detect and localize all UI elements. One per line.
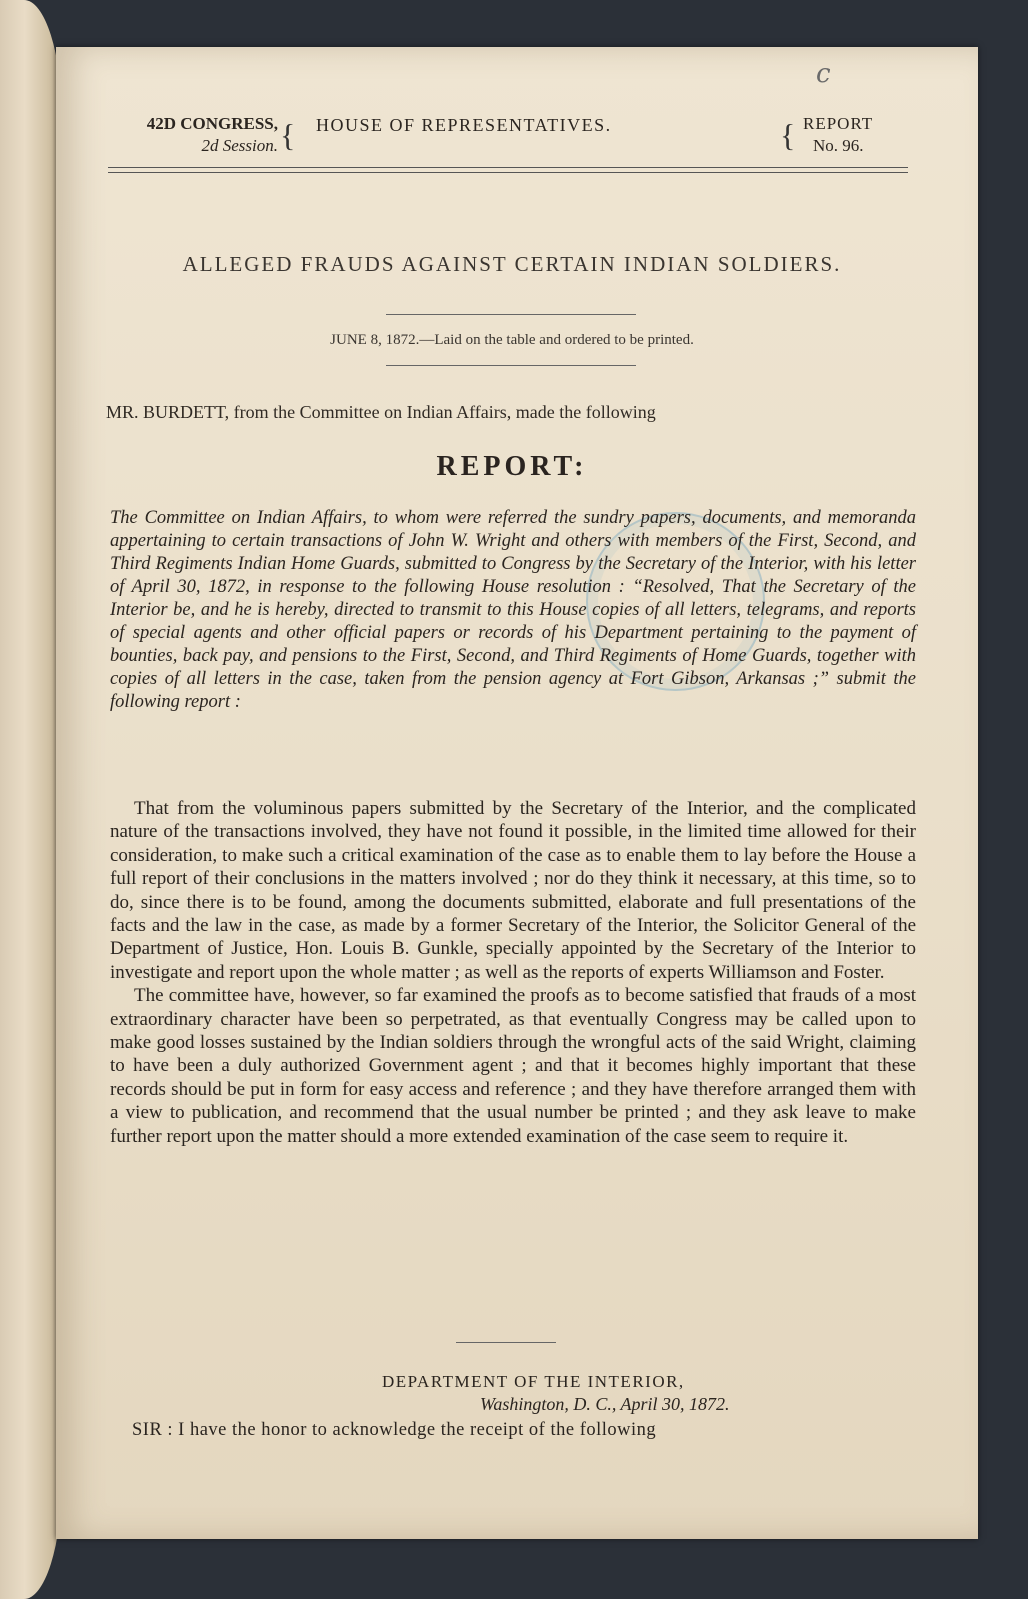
report-no: No. 96.: [813, 136, 864, 155]
document-header: [108, 113, 908, 173]
house-label: HOUSE OF REPRESENTATIVES.: [316, 115, 612, 135]
document-title: ALLEGED FRAUDS AGAINST CERTAIN INDIAN SOLDIERS.: [182, 252, 842, 276]
left-brace-icon: {: [280, 117, 296, 153]
congress-label: 42D CONGRESS,: [146, 114, 278, 133]
right-brace-icon: {: [780, 117, 796, 153]
report-heading: REPORT:: [436, 451, 588, 482]
divider: [386, 365, 636, 366]
divider: [456, 1342, 556, 1343]
pencil-mark: c: [816, 59, 831, 89]
letter-place-date: Washington, D. C., April 30, 1872.: [480, 1394, 730, 1414]
date-line: JUNE 8, 1872.—Laid on the table and ordered to be printed.: [330, 332, 694, 348]
intro-line: MR. BURDETT, from the Committee on Indian Affairs, made the following: [106, 402, 656, 422]
book-cover-edge: [0, 0, 62, 1599]
body-paragraph: That from the voluminous papers submitted by the Secretary of the Interior, and the complicated nature of the transactions involved, they have not found it possible, in the limited time allowed for their consideration, to make such a critical examination of the case as to enable them to lay before the House a full report of their conclusions in the matters involved ; nor do they think it necessary, at this time, so to do, since there is to be found, among the documents submitted, elaborate and full presentations of the facts and the law in the case, as made by a former Secretary of the Interior, the Solicitor General of the Department of Justice, Hon. Louis B. Gunkle, specially appointed by the Secretary of the Interior to investigate and report upon the whole matter ; as well as the reports of experts Williamson and Foster.: [110, 798, 916, 983]
report-number: [803, 113, 873, 157]
report-label: REPORT: [803, 114, 874, 133]
department-name: DEPARTMENT OF THE INTERIOR,: [382, 1372, 685, 1391]
report-body: [110, 797, 916, 1148]
congress-session: [108, 113, 278, 157]
divider: [386, 314, 636, 315]
body-paragraph: The committee have, however, so far examined the proofs as to become satisfied that frauds of a most extraordinary character have been so perpetrated, as that eventually Congress may be called upon to make good losses sustained by the Indian soldiers through the wrongful acts of the said Wright, claiming to have been a duly authorized Government agent ; and that it becomes highly important that these records should be put in form for easy access and reference ; and they have therefore arranged them with a view to publication, and recommend that the usual number be printed ; and they ask leave to make further report upon the matter should a more extended examination of the case seem to require it.: [110, 985, 916, 1147]
document-page: [56, 47, 978, 1539]
session-label: 2d Session.: [201, 136, 278, 155]
letter-opening: SIR : I have the honor to acknowledge the receipt of the following: [132, 1420, 657, 1440]
committee-resolution: The Committee on Indian Affairs, to whom were referred the sundry papers, documents, and memoranda appertaining to certain transactions of John W. Wright and others with members of the First, Second, and Third Regiments Indian Home Guards, submitted to Congress by the Secretary of the Interior, with his letter of April 30, 1872, in response to the following House resolution : “Resolved, That the Secretary of the Interior be, and he is hereby, directed to transmit to this House copies of all letters, telegrams, and reports of special agents and other official papers or records of his Department pertaining to the payment of bounties, back pay, and pensions to the First, Second, and Third Regiments of Home Guards, together with copies of all letters in the case, taken from the pension agency at Fort Gibson, Arkansas ;” submit the following report :: [110, 508, 916, 712]
header-rule: [108, 167, 908, 173]
